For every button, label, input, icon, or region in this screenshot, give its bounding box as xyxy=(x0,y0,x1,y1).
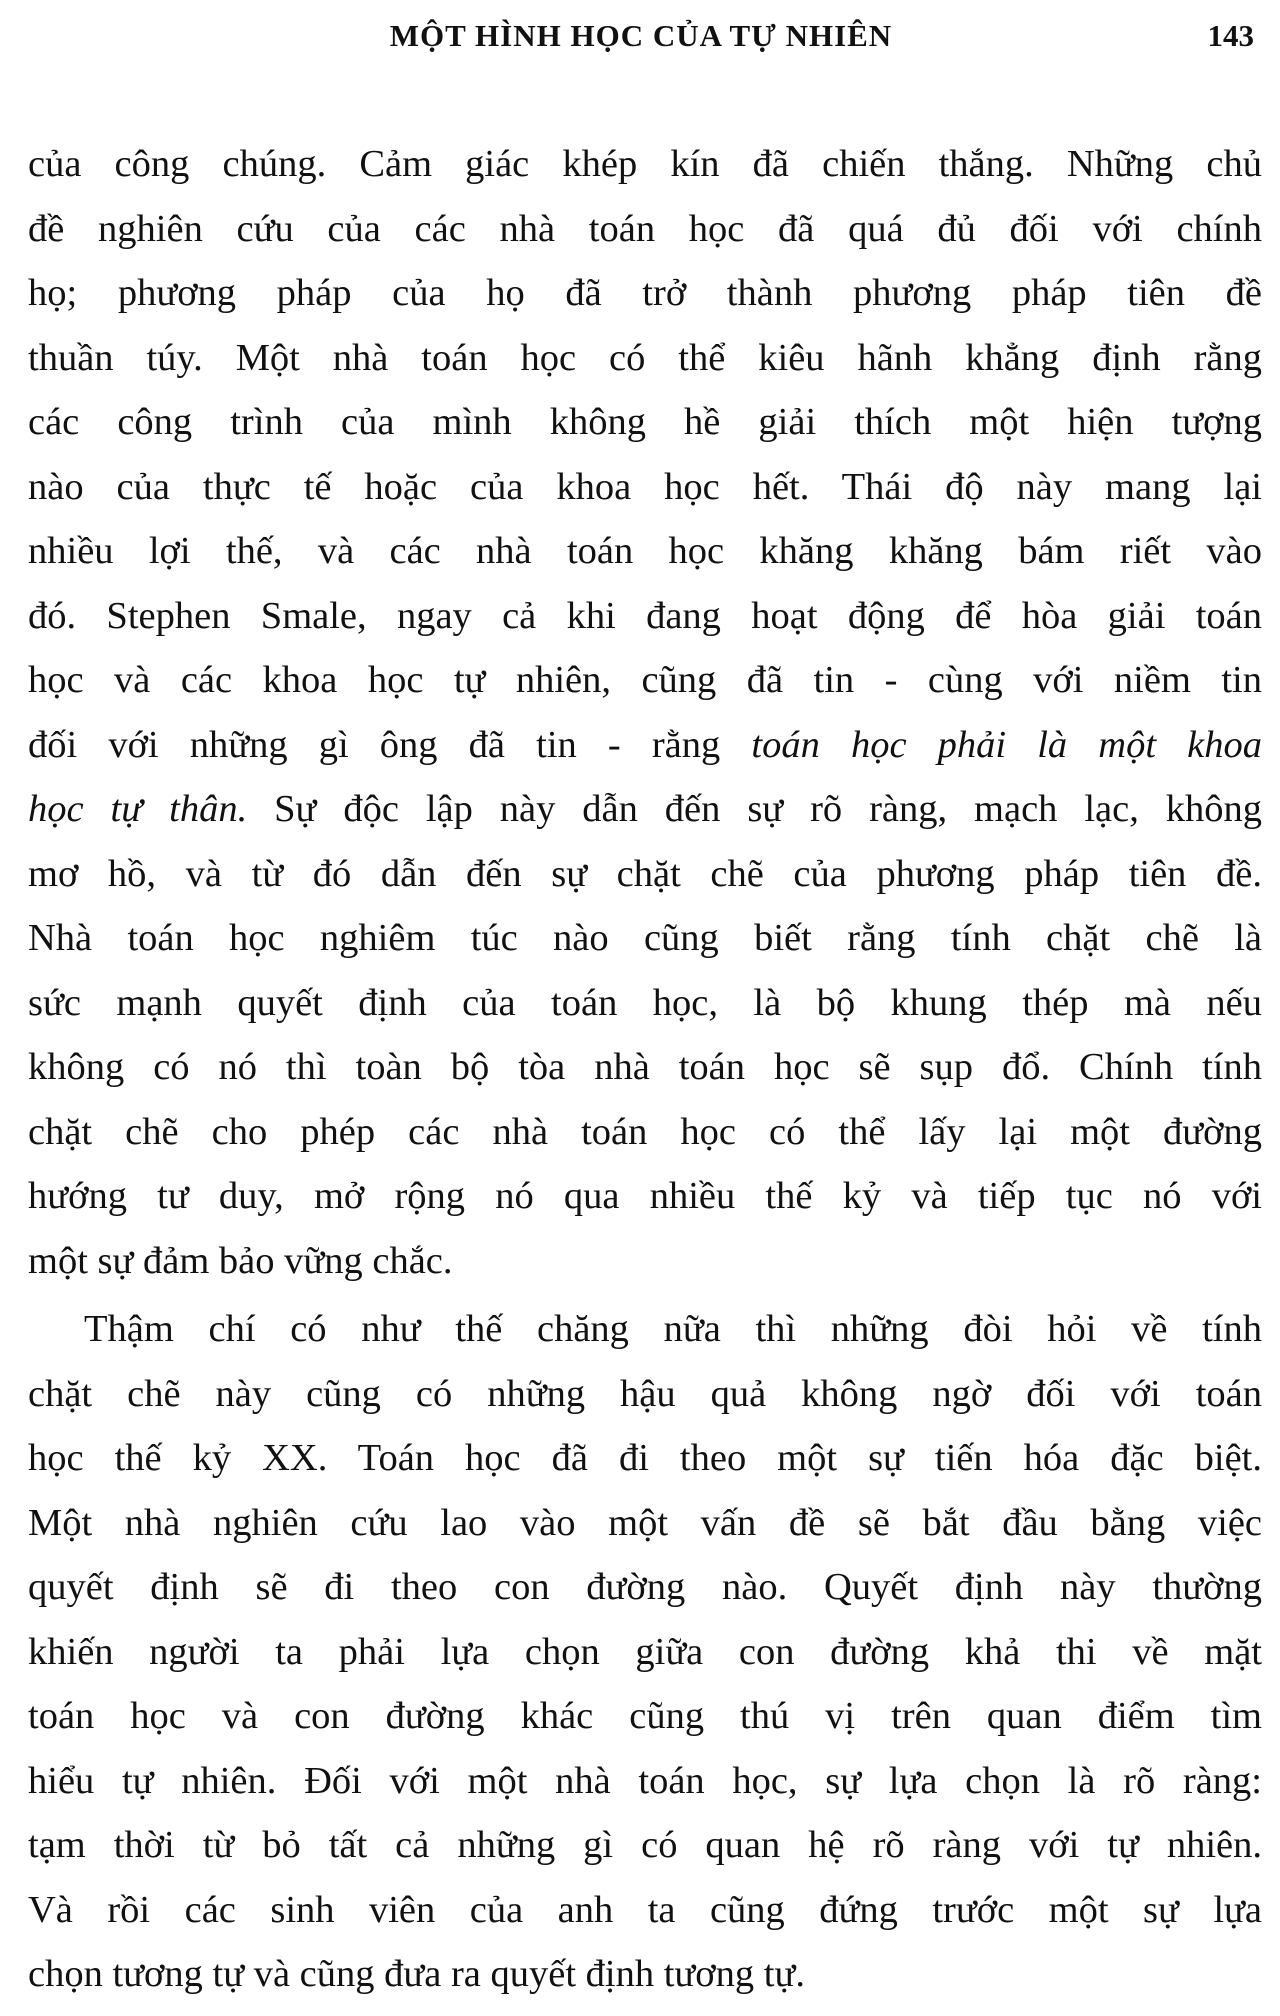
text-line: toán học và con đường khác cũng thú vị trên quan điểm tìm xyxy=(28,1695,1262,1737)
paragraph-1 xyxy=(28,132,1262,1293)
italic-phrase: toán học phải là một khoa xyxy=(751,723,1262,766)
text-line: Và rồi các sinh viên của anh ta cũng đứng trước một sự lựa xyxy=(28,1888,1262,1931)
text-line: khiến người ta phải lựa chọn giữa con đường khả thi về mặt xyxy=(28,1630,1262,1673)
text-segment: đối với những gì ông đã tin - rằng xyxy=(28,723,752,766)
running-header xyxy=(28,14,1254,64)
text-line: hiểu tự nhiên. Đối với một nhà toán học, sự lựa chọn là rõ ràng: xyxy=(28,1759,1262,1802)
text-line: thuần túy. Một nhà toán học có thể kiêu hãnh khẳng định rằng xyxy=(28,336,1262,379)
text-line: chặt chẽ cho phép các nhà toán học có thể lấy lại một đường xyxy=(28,1110,1262,1153)
text-segment: Sự độc lập này dẫn đến sự rõ ràng, mạch lạc, không xyxy=(247,788,1262,830)
text-line: không có nó thì toàn bộ tòa nhà toán học sẽ sụp đổ. Chính tính xyxy=(28,1046,1262,1088)
running-title: MỘT HÌNH HỌC CỦA TỰ NHIÊN xyxy=(389,18,893,53)
text-line-mixed xyxy=(28,777,1262,842)
text-line: các công trình của mình không hề giải thích một hiện tượng xyxy=(28,401,1262,443)
text-line: tạm thời từ bỏ tất cả những gì có quan hệ rõ ràng với tự nhiên. xyxy=(28,1824,1262,1866)
text-line: mơ hồ, và từ đó dẫn đến sự chặt chẽ của phương pháp tiên đề. xyxy=(28,852,1262,895)
text-line: đó. Stephen Smale, ngay cả khi đang hoạt động để hòa giải toán xyxy=(28,594,1262,637)
text-line-mixed xyxy=(28,713,1262,778)
text-line: của công chúng. Cảm giác khép kín đã chiến thắng. Những chủ xyxy=(28,143,1262,185)
text-line: họ; phương pháp của họ đã trở thành phương pháp tiên đề xyxy=(28,272,1262,314)
italic-phrase: học tự thân. xyxy=(28,788,248,830)
text-line: Một nhà nghiên cứu lao vào một vấn đề sẽ bắt đầu bằng việc xyxy=(28,1501,1262,1544)
text-line: học thế kỷ XX. Toán học đã đi theo một sự tiến hóa đặc biệt. xyxy=(28,1437,1262,1479)
text-line: chọn tương tự và cũng đưa ra quyết định tương tự. xyxy=(28,1953,805,1995)
text-line: chặt chẽ này cũng có những hậu quả không ngờ đối với toán xyxy=(28,1372,1262,1415)
text-line: Thậm chí có như thế chăng nữa thì những đòi hỏi về tính xyxy=(84,1308,1262,1350)
page-number: 143 xyxy=(1207,18,1254,53)
text-line: hướng tư duy, mở rộng nó qua nhiều thế kỷ và tiếp tục nó với xyxy=(28,1175,1262,1217)
text-line: một sự đảm bảo vững chắc. xyxy=(28,1239,453,1282)
text-line: Nhà toán học nghiêm túc nào cũng biết rằng tính chặt chẽ là xyxy=(28,917,1262,959)
text-line: sức mạnh quyết định của toán học, là bộ khung thép mà nếu xyxy=(28,981,1262,1024)
text-line: nhiều lợi thế, và các nhà toán học khăng khăng bám riết vào xyxy=(28,530,1262,572)
text-line: quyết định sẽ đi theo con đường nào. Quyết định này thường xyxy=(28,1566,1262,1608)
text-line: học và các khoa học tự nhiên, cũng đã tin - cùng với niềm tin xyxy=(28,659,1262,701)
body-text xyxy=(28,132,1262,2007)
text-line: đề nghiên cứu của các nhà toán học đã quá đủ đối với chính xyxy=(28,207,1262,250)
paragraph-2 xyxy=(28,1297,1262,2007)
text-line: nào của thực tế hoặc của khoa học hết. Thái độ này mang lại xyxy=(28,465,1262,508)
